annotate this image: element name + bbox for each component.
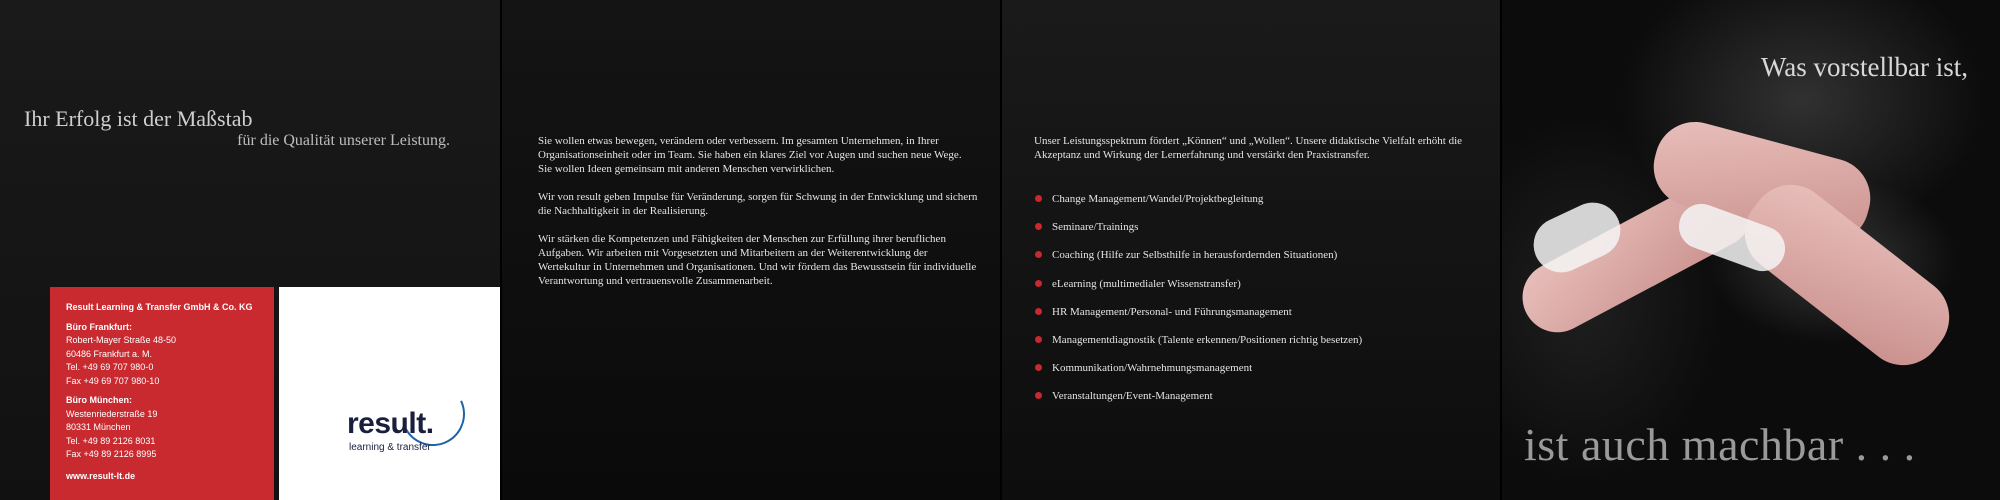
bullet-icon [1035,336,1042,343]
list-item [1034,333,1362,361]
service-label: HR Management/Personal- und Führungsmanagement [1052,305,1292,318]
panel-cover-left [0,0,500,500]
office-muenchen-title: Büro München: [66,395,132,405]
panel-cover-right [1500,0,2000,500]
website-link[interactable]: www.result-lt.de [66,470,136,481]
logo-box [279,287,500,500]
logo-tagline: learning & transfer [349,442,431,453]
bullet-icon [1035,195,1042,202]
panel-services [1000,0,1500,500]
list-item [1034,192,1362,220]
about-paragraph: Sie wollen etwas bewegen, verändern oder verbessern. Im gesamten Unternehmen, in Ihrer Organisationseinheit oder im Team. Sie haben ein klares Ziel vor Augen und suchen neue Wege. Sie wollen Ideen gemeinsam mit anderen Menschen verwirklichen. [538,135,962,175]
list-item [1034,248,1362,276]
service-label: Managementdiagnostik (Talente erkennen/Positionen richtig besetzen) [1052,333,1363,346]
office-muenchen-street: Westenriederstraße 19 [66,408,158,419]
service-label: Coaching (Hilfe zur Selbsthilfe in herausfordernden Situationen) [1052,249,1338,262]
office-muenchen-fax: Fax +49 89 2126 8995 [66,449,157,459]
list-item [1034,220,1362,248]
service-label: Veranstaltungen/Event-Management [1052,390,1213,403]
service-label: Kommunikation/Wahrnehmungsmanagement [1052,362,1253,375]
bullet-icon [1035,308,1042,315]
office-frankfurt-city: 60486 Frankfurt a. M. [66,348,153,359]
office-muenchen-tel: Tel. +49 89 2126 8031 [66,435,156,446]
panel-about [500,0,1000,500]
list-item [1034,389,1362,417]
bullet-icon [1035,364,1042,371]
service-label: eLearning (multimedialer Wissenstransfer) [1052,277,1241,290]
headline-line-2: für die Qualität unserer Leistung. [237,132,450,149]
logo-wordmark: result. [347,407,434,440]
office-muenchen-city: 80331 München [66,422,131,432]
service-label: Change Management/Wandel/Projektbegleitung [1052,193,1264,205]
bullet-icon [1035,251,1042,258]
bullet-icon [1035,223,1042,230]
tagline-top: Was vorstellbar ist, [1760,52,1968,82]
list-item [1034,277,1362,305]
contact-box [50,287,274,500]
services-intro: Unser Leistungsspektrum fördert „Können“ und „Wollen“. Unsere didaktische Vielfalt erhöht die Akzeptanz und Wirkung der Lernerfahrung und verstärkt den Praxistransfer. [1034,135,1463,161]
bullet-icon [1035,392,1042,399]
services-list [1034,192,1362,418]
bullet-icon [1035,280,1042,287]
office-frankfurt-title: Büro Frankfurt: [66,321,132,332]
about-paragraph: Wir stärken die Kompetenzen und Fähigkeiten der Menschen zur Erfüllung ihrer beruflichen Aufgaben. Wir arbeiten mit Vorgesetzten und Mitarbeitern an der Weiterentwicklung der Wertekultur in Unternehmen und Organisationen. Und wir fördern das Bewusstsein für individuelle Verantwortung und vertrauensvolle Zusammenarbeit. [538,233,977,287]
about-text [538,134,978,302]
service-label: Seminare/Trainings [1052,221,1139,234]
list-item [1034,305,1362,333]
list-item [1034,361,1362,389]
about-paragraph: Wir von result geben Impulse für Veränderung, sorgen für Schwung in der Entwicklung und sichern die Nachhaltigkeit in der Realisierung. [538,191,978,217]
headline-line-1: Ihr Erfolg ist der Maßstab [24,106,253,131]
tagline-bottom: ist auch machbar . . . [1524,419,1916,470]
office-frankfurt-fax: Fax +49 69 707 980-10 [66,375,160,386]
company-name: Result Learning & Transfer GmbH & Co. KG [66,302,253,312]
office-frankfurt-street: Robert-Mayer Straße 48-50 [66,335,177,345]
office-frankfurt-tel: Tel. +49 69 707 980-0 [66,362,154,372]
